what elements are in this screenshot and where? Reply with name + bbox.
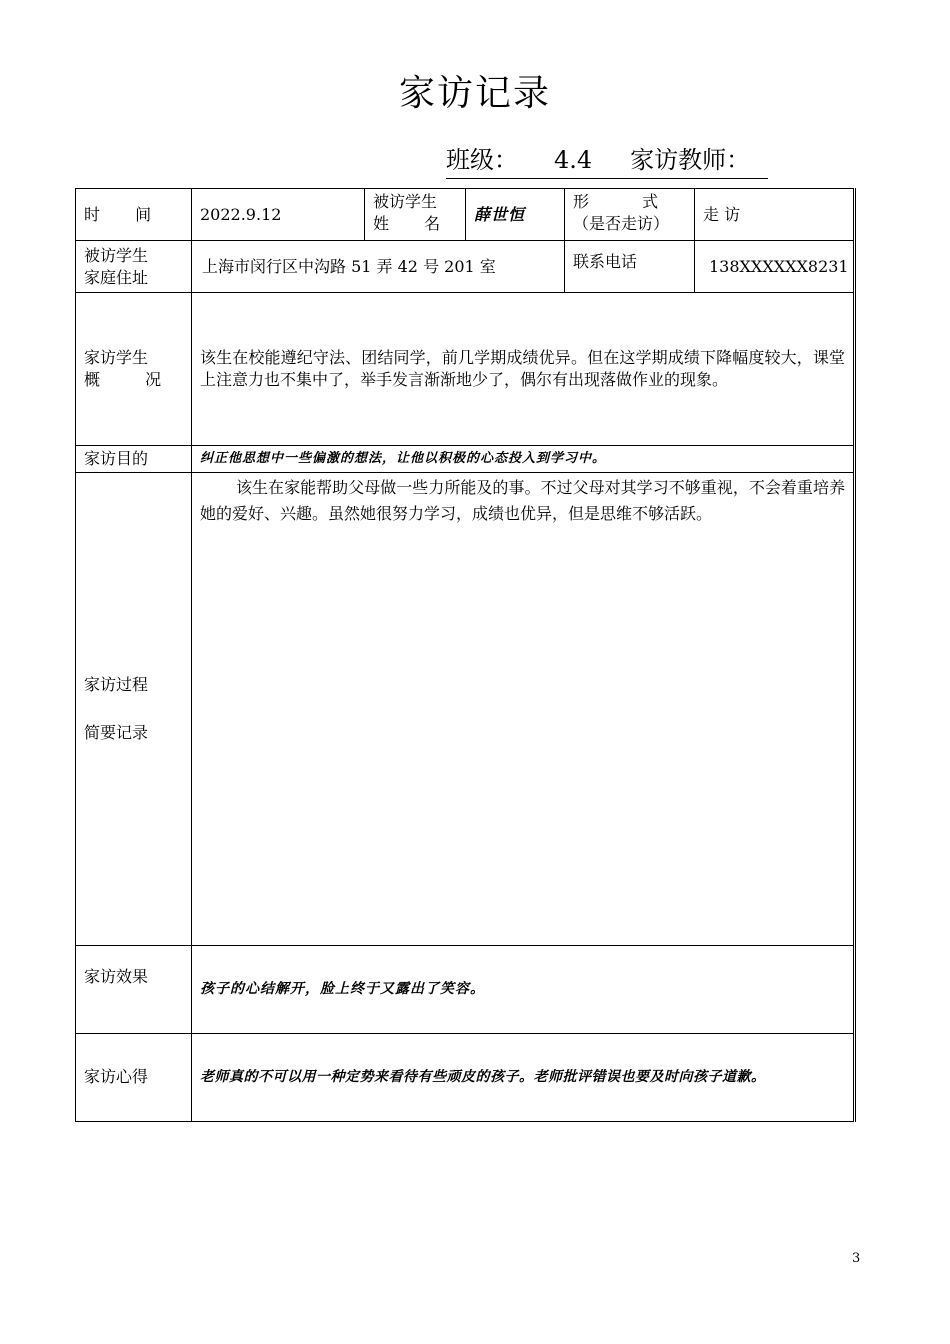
class-label: 班级： [446, 146, 518, 174]
class-teacher-line [446, 142, 768, 179]
address-label-1: 被访学生 [84, 245, 149, 265]
student-name-label-cell [365, 189, 466, 241]
row-address [76, 241, 855, 293]
phone-label: 联系电话 [565, 241, 695, 293]
overview-text: 该生在校能遵纪守法、团结同学，前几学期成绩优异。但在这学期成绩下降幅度较大，课堂上注意力也不集中了，举手发言渐渐地少了，偶尔有出现落做作业的现象。 [192, 293, 855, 446]
effect-label: 家访效果 [76, 945, 192, 1033]
process-label-1: 家访过程 [84, 675, 149, 695]
format-label-2: （是否走访） [573, 214, 670, 233]
purpose-label: 家访目的 [76, 446, 192, 473]
format-value: 走 访 [695, 189, 855, 241]
process-label-2: 简要记录 [84, 723, 149, 743]
class-value: 4.4 [554, 146, 593, 174]
row-time-student [76, 189, 855, 241]
insight-text: 老师真的不可以用一种定势来看待有些顽皮的孩子。老师批评错误也要及时向孩子道歉。 [192, 1033, 855, 1121]
overview-label-2: 概 况 [84, 370, 162, 390]
row-process [76, 473, 855, 946]
address-label-cell [76, 241, 192, 293]
row-purpose [76, 446, 855, 473]
address-value: 上海市闵行区中沟路 51 弄 42 号 201 室 [192, 241, 565, 293]
effect-text: 孩子的心结解开，脸上终于又露出了笑容。 [192, 945, 855, 1033]
page-title: 家访记录 [398, 73, 551, 114]
student-name-label-1: 被访学生 [373, 192, 438, 211]
time-label-cell [76, 189, 192, 241]
row-overview [76, 293, 855, 446]
overview-label-cell [76, 293, 192, 446]
time-label: 时 间 [84, 204, 152, 224]
address-label-2: 家庭住址 [84, 267, 149, 287]
format-label-cell [565, 189, 695, 241]
row-effect [76, 945, 855, 1033]
phone-value: 138XXXXXX8231 [695, 241, 855, 293]
student-name-label-2: 姓 名 [373, 214, 441, 233]
process-label-cell [76, 473, 192, 946]
time-value: 2022.9.12 [192, 189, 365, 241]
teacher-label: 家访教师： [630, 146, 751, 174]
page-number: 3 [852, 1251, 861, 1266]
purpose-text: 纠正他思想中一些偏激的想法，让他以积极的心态投入到学习中。 [192, 446, 855, 473]
format-label-1: 形 式 [573, 192, 659, 211]
process-text: 该生在家能帮助父母做一些力所能及的事。不过父母对其学习不够重视，不会着重培养她的爱好、兴趣。虽然她很努力学习，成绩也优异，但是思维不够活跃。 [192, 473, 855, 946]
student-name-value: 薛世恒 [466, 189, 565, 241]
row-insight [76, 1033, 855, 1121]
home-visit-form [75, 188, 856, 1122]
overview-label-1: 家访学生 [84, 348, 149, 368]
insight-label: 家访心得 [76, 1033, 192, 1121]
